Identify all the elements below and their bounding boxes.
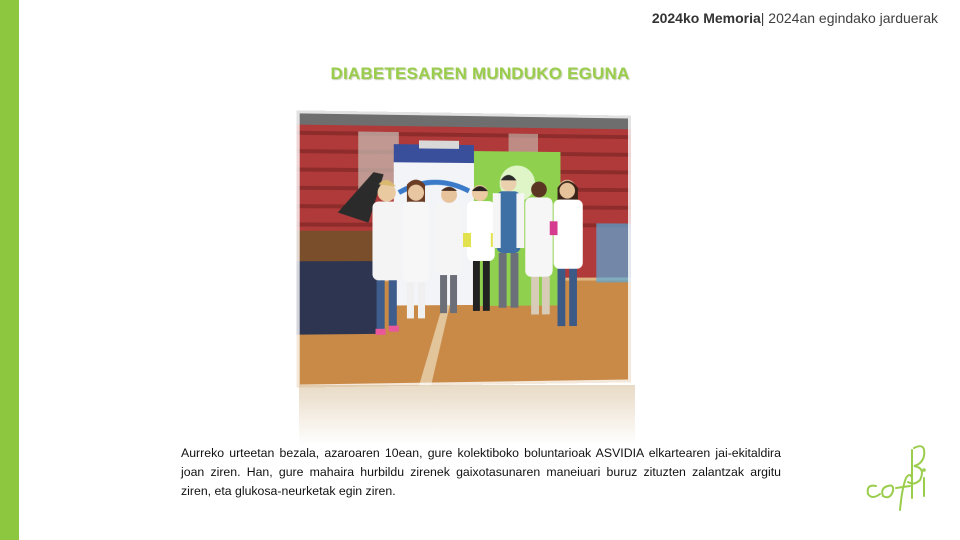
photo-reflection bbox=[299, 385, 635, 445]
cofbi-logo-mark bbox=[862, 438, 932, 518]
page-header bbox=[652, 10, 938, 26]
event-photo bbox=[297, 110, 631, 387]
header-subtitle: 2024an egindako jarduerak bbox=[764, 10, 938, 26]
event-photo-illustration bbox=[297, 110, 631, 387]
cofbi-logo bbox=[862, 438, 932, 518]
report-label: 2024ko Memoria bbox=[651, 10, 761, 26]
body-paragraph: Aurreko urteetan bezala, azaroaren 10ean, gure kolektiboko boluntarioak ASVIDIA elkartearen jai-ekitaldira joan ziren. Han, gure mahaira hurbildu zirenek gaixotasunaren maneiuari buruz zituzten zalantzak argitu ziren, eta glukosa-neurketak egin ziren. bbox=[181, 446, 781, 498]
page-title: DIABETESAREN MUNDUKO EGUNA bbox=[330, 64, 630, 83]
header-separator: | bbox=[760, 10, 765, 26]
event-photo-frame bbox=[299, 113, 635, 385]
